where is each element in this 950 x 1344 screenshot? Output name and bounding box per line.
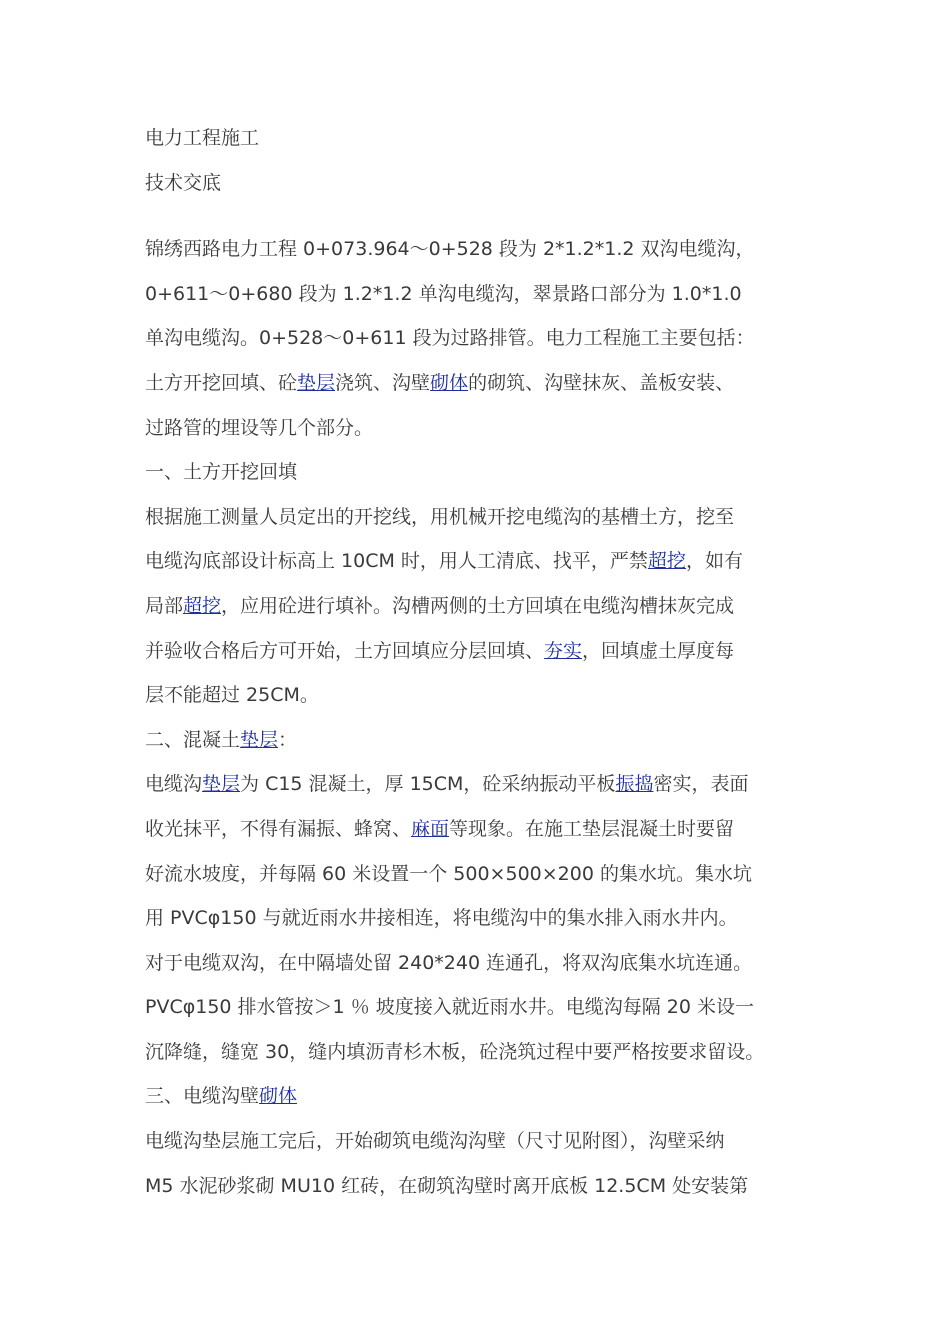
text-run: 局部 bbox=[145, 594, 184, 617]
text-run: ，回填虚土厚度每 bbox=[582, 639, 735, 662]
section-3 bbox=[145, 1074, 825, 1208]
link-dianceng[interactable]: 垫层 bbox=[240, 728, 279, 751]
section-2 bbox=[145, 718, 825, 1075]
section-2-heading bbox=[145, 718, 825, 763]
intro-paragraph bbox=[145, 227, 825, 450]
section-3-line-2: M5 水泥砂浆砌 MU10 红砖，在砌筑沟壁时离开底板 12.5CM 处安装第 bbox=[145, 1174, 749, 1197]
link-zhendao[interactable]: 振捣 bbox=[615, 773, 654, 796]
section-3-line-1: 电缆沟垫层施工完后，开始砌筑电缆沟沟壁（尺寸见附图），沟壁采纳 bbox=[145, 1130, 725, 1153]
section-1-heading: 一、土方开挖回填 bbox=[145, 461, 298, 484]
text-run: 浇筑、沟壁 bbox=[335, 371, 431, 394]
text-run: 电缆沟 bbox=[145, 773, 203, 796]
text-run: 土方开挖回填、砼 bbox=[145, 371, 298, 394]
text-run: 为 C15 混凝土，厚 15CM，砼采纳振动平板 bbox=[240, 773, 616, 796]
section-1-line-3 bbox=[145, 584, 825, 629]
intro-line-2: 0+611～0+680 段为 1.2*1.2 单沟电缆沟，翠景路口部分为 1.0*1.0 bbox=[145, 282, 742, 305]
text-run: ，如有 bbox=[685, 550, 743, 573]
section-1-line-5: 层不能超过 25CM。 bbox=[145, 684, 319, 707]
text-run: 的砌筑、沟壁抹灰、盖板安装、 bbox=[468, 371, 735, 394]
section-2-line-3: 好流水坡度，并每隔 60 米设置一个 500×500×200 的集水坑。集水坑 bbox=[145, 862, 752, 885]
intro-line-1: 锦绣西路电力工程 0+073.964～0+528 段为 2*1.2*1.2 双沟电缆沟， bbox=[145, 238, 755, 261]
section-1 bbox=[145, 450, 825, 718]
paragraph-gap bbox=[145, 205, 825, 227]
text-run: 并验收合格后方可开始，土方回填应分层回填、 bbox=[145, 639, 545, 662]
intro-line-3: 单沟电缆沟。0+528～0+611 段为过路排管。电力工程施工主要包括： bbox=[145, 327, 755, 350]
text-run: ，应用砼进行填补。沟槽两侧的土方回填在电缆沟槽抹灰完成 bbox=[221, 594, 735, 617]
intro-line-5: 过路管的埋设等几个部分。 bbox=[145, 416, 374, 439]
section-2-line-1 bbox=[145, 762, 825, 807]
text-run: 三、电缆沟壁 bbox=[145, 1085, 260, 1108]
link-qiti[interactable]: 砌体 bbox=[430, 371, 469, 394]
section-2-line-5: 对于电缆双沟，在中隔墙处留 240*240 连通孔，将双沟底集水坑连通。 bbox=[145, 951, 753, 974]
text-run: 等现象。在施工垫层混凝土时要留 bbox=[449, 817, 735, 840]
intro-line-4 bbox=[145, 361, 825, 406]
section-2-line-2 bbox=[145, 807, 825, 852]
link-dianceng[interactable]: 垫层 bbox=[297, 371, 336, 394]
section-2-line-7: 沉降缝，缝宽 30，缝内填沥青杉木板，砼浇筑过程中要严格按要求留设。 bbox=[145, 1040, 765, 1063]
text-run: 电缆沟底部设计标高上 10CM 时，用人工清底、找平，严禁 bbox=[145, 550, 648, 573]
text-run: 收光抹平，不得有漏振、蜂窝、 bbox=[145, 817, 412, 840]
section-2-line-6: PVCφ150 排水管按＞1 ％ 坡度接入就近雨水井。电缆沟每隔 20 米设一 bbox=[145, 996, 754, 1019]
text-run: 二、混凝土 bbox=[145, 728, 241, 751]
section-3-heading bbox=[145, 1074, 825, 1119]
link-hangshi[interactable]: 夯实 bbox=[544, 639, 583, 662]
section-2-line-4: 用 PVCφ150 与就近雨水井接相连，将电缆沟中的集水排入雨水井内。 bbox=[145, 907, 738, 930]
section-1-line-2 bbox=[145, 539, 825, 584]
link-dianceng[interactable]: 垫层 bbox=[202, 773, 241, 796]
text-run: ： bbox=[278, 728, 298, 751]
text-run: 密实，表面 bbox=[653, 773, 749, 796]
link-chaowa[interactable]: 超挖 bbox=[183, 594, 222, 617]
section-1-line-1: 根据施工测量人员定出的开挖线，用机械开挖电缆沟的基槽土方，挖至 bbox=[145, 505, 735, 528]
link-mamian[interactable]: 麻面 bbox=[411, 817, 450, 840]
doc-title-line-2: 技术交底 bbox=[145, 171, 222, 194]
link-qiti[interactable]: 砌体 bbox=[259, 1085, 298, 1108]
link-chaowa[interactable]: 超挖 bbox=[647, 550, 686, 573]
doc-title-line-1: 电力工程施工 bbox=[145, 127, 260, 149]
section-1-line-4 bbox=[145, 629, 825, 674]
document-body bbox=[145, 116, 825, 1208]
